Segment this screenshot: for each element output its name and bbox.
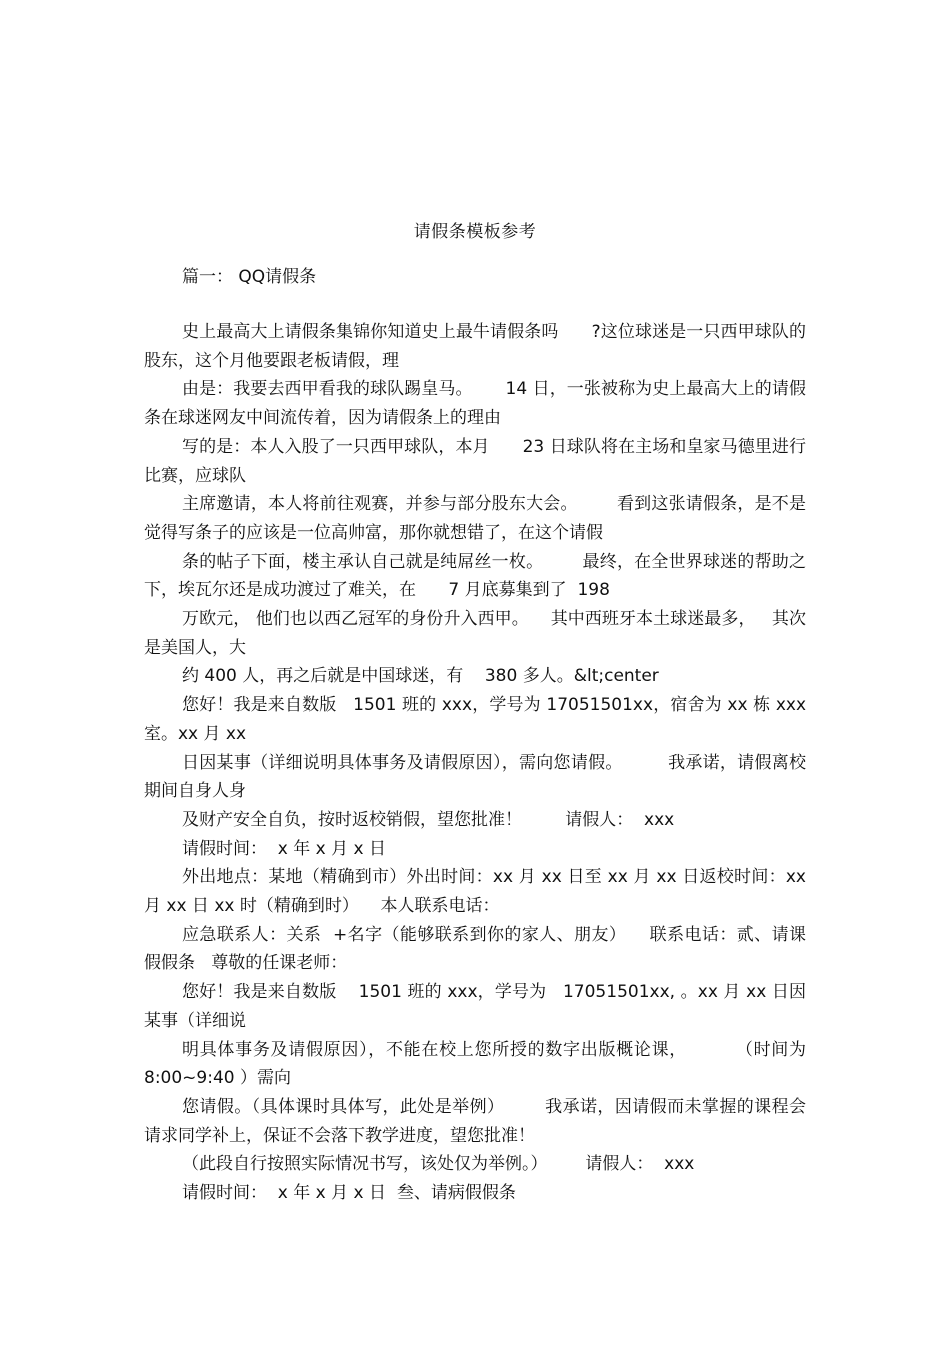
- paragraph: （此段自行按照实际情况书写，该处仅为举例。） 请假人： xxx: [182, 1154, 695, 1175]
- paragraph: 您好！我是来自数版 1501 班的 xxx，学号为 17051501xx，宿舍为 xx 栋 xxx 室。xx 月 xx: [144, 695, 812, 744]
- paragraph: 主席邀请，本人将前往观赛，并参与部分股东大会。 看到这张请假条，是不是觉得写条子的应该是一位高帅富，那你就想错了，在这个请假: [144, 494, 806, 543]
- document-title: 请假条模板参考: [413, 222, 537, 242]
- paragraph: 写的是：本人入股了一只西甲球队，本月 23 日球队将在主场和皇家马德里进行比赛，应球队: [144, 436, 806, 486]
- paragraph: 条的帖子下面，楼主承认自己就是纯屌丝一枚。 最终，在全世界球迷的帮助之下，埃瓦尔还是成功渡过了难关，在 7 月底募集到了 198: [144, 551, 806, 601]
- paragraph: 外出地点：某地（精确到市）外出时间：xx 月 xx 日至 xx 月 xx 日返校时间：xx 月 xx 日 xx 时（精确到时） 本人联系电话：: [144, 867, 812, 917]
- paragraph: 您好！我是来自数版 1501 班的 xxx，学号为 17051501xx, 。xx 月 xx 日因某事（详细说: [144, 982, 806, 1031]
- paragraph: 日因某事（详细说明具体事务及请假原因），需向您请假。 我承诺，请假离校期间自身人身: [144, 752, 806, 802]
- paragraph: 史上最高大上请假条集锦你知道史上最牛请假条吗 ?这位球迷是一只西甲球队的股东，这个月他要跟老板请假，理: [144, 322, 806, 371]
- section-heading: 篇一： QQ请假条: [182, 267, 317, 287]
- paragraph: 请假时间： x 年 x 月 x 日 叁、请病假假条: [182, 1183, 516, 1204]
- paragraph: 明具体事务及请假原因），不能在校上您所授的数字出版概论课， （时间为 8:00~9:40 ）需向: [144, 1039, 812, 1089]
- paragraph: 约 400 人，再之后就是中国球迷，有 380 多人。&lt;center: [182, 666, 659, 687]
- paragraph: 及财产安全自负，按时返校销假，望您批准！ 请假人： xxx: [182, 809, 675, 830]
- document-body: [144, 318, 812, 1208]
- paragraph: 万欧元， 他们也以西乙冠军的身份升入西甲。 其中西班牙本土球迷最多， 其次是美国人，大: [144, 609, 806, 658]
- paragraph: 应急联系人：关系 +名字（能够联系到你的家人、朋友） 联系电话：贰、请课假假条 尊敬的任课老师：: [144, 924, 806, 974]
- paragraph: 您请假。（具体课时具体写，此处是举例） 我承诺，因请假而未掌握的课程会请求同学补上，保证不会落下教学进度，望您批准！: [144, 1096, 806, 1146]
- paragraph: 请假时间： x 年 x 月 x 日: [182, 838, 387, 859]
- paragraph: 由是：我要去西甲看我的球队踢皇马。 14 日，一张被称为史上最高大上的请假条在球迷网友中间流传着，因为请假条上的理由: [144, 379, 806, 429]
